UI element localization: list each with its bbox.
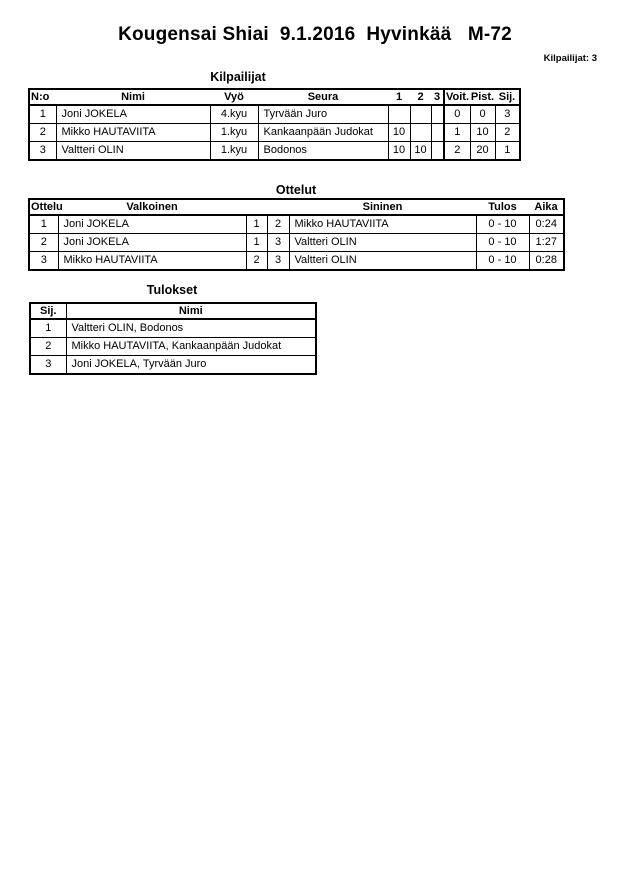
col-header-name: Nimi bbox=[66, 303, 316, 319]
participants-count-label: Kilpailijat: 3 bbox=[543, 53, 597, 64]
points-cell: 0 bbox=[470, 105, 495, 124]
table-row bbox=[30, 319, 316, 338]
results-table bbox=[29, 302, 317, 375]
competitor-belt-cell: 4.kyu bbox=[210, 105, 258, 124]
blue-player-no-cell: 3 bbox=[267, 234, 289, 252]
place-cell: 2 bbox=[495, 124, 520, 142]
result-cell: 0 - 10 bbox=[476, 234, 529, 252]
place-cell: 1 bbox=[495, 142, 520, 161]
final-name-cell: Mikko HAUTAVIITA, Kankaanpään Judokat bbox=[66, 338, 316, 356]
place-cell: 3 bbox=[495, 105, 520, 124]
col-header-place: Sij. bbox=[495, 89, 520, 105]
time-cell: 0:28 bbox=[529, 252, 564, 271]
competitor-no-cell: 2 bbox=[29, 124, 56, 142]
col-header-no: N:o bbox=[29, 89, 56, 105]
col-header-blue-no bbox=[267, 199, 289, 215]
results-section-heading: Tulokset bbox=[146, 283, 198, 297]
round2-score-cell bbox=[410, 124, 431, 142]
table-row bbox=[29, 105, 520, 124]
match-no-cell: 3 bbox=[29, 252, 58, 271]
final-name-cell: Valtteri OLIN, Bodonos bbox=[66, 319, 316, 338]
competitor-no-cell: 1 bbox=[29, 105, 56, 124]
round3-score-cell bbox=[431, 105, 444, 124]
white-player-cell: Joni JOKELA bbox=[58, 234, 246, 252]
col-header-belt: Vyö bbox=[210, 89, 258, 105]
blue-player-no-cell: 2 bbox=[267, 215, 289, 234]
blue-player-cell: Valtteri OLIN bbox=[289, 252, 476, 271]
col-header-round2: 2 bbox=[410, 89, 431, 105]
col-header-club: Seura bbox=[258, 89, 388, 105]
white-player-no-cell: 2 bbox=[246, 252, 267, 271]
competitors-table bbox=[28, 88, 521, 161]
col-header-place: Sij. bbox=[30, 303, 66, 319]
round1-score-cell: 10 bbox=[388, 142, 410, 161]
table-row bbox=[29, 234, 564, 252]
col-header-round3: 3 bbox=[431, 89, 444, 105]
table-row bbox=[30, 356, 316, 375]
competitor-belt-cell: 1.kyu bbox=[210, 124, 258, 142]
white-player-cell: Mikko HAUTAVIITA bbox=[58, 252, 246, 271]
white-player-cell: Joni JOKELA bbox=[58, 215, 246, 234]
table-header-row bbox=[29, 89, 520, 105]
col-header-blue: Sininen bbox=[289, 199, 476, 215]
round1-score-cell bbox=[388, 105, 410, 124]
table-row bbox=[29, 124, 520, 142]
white-player-no-cell: 1 bbox=[246, 215, 267, 234]
wins-cell: 0 bbox=[444, 105, 470, 124]
col-header-name: Nimi bbox=[56, 89, 210, 105]
col-header-time: Aika bbox=[529, 199, 564, 215]
result-cell: 0 - 10 bbox=[476, 252, 529, 271]
competitor-name-cell: Joni JOKELA bbox=[56, 105, 210, 124]
blue-player-cell: Mikko HAUTAVIITA bbox=[289, 215, 476, 234]
col-header-points: Pist. bbox=[470, 89, 495, 105]
match-no-cell: 2 bbox=[29, 234, 58, 252]
round2-score-cell: 10 bbox=[410, 142, 431, 161]
col-header-round1: 1 bbox=[388, 89, 410, 105]
col-header-result: Tulos bbox=[476, 199, 529, 215]
table-row bbox=[29, 142, 520, 161]
time-cell: 0:24 bbox=[529, 215, 564, 234]
competitor-belt-cell: 1.kyu bbox=[210, 142, 258, 161]
competitors-section-heading: Kilpailijat bbox=[210, 70, 266, 84]
round3-score-cell bbox=[431, 142, 444, 161]
wins-cell: 1 bbox=[444, 124, 470, 142]
matches-section-heading: Ottelut bbox=[275, 183, 317, 197]
final-name-cell: Joni JOKELA, Tyrvään Juro bbox=[66, 356, 316, 375]
blue-player-no-cell: 3 bbox=[267, 252, 289, 271]
competitor-club-cell: Tyrvään Juro bbox=[258, 105, 388, 124]
competitor-name-cell: Mikko HAUTAVIITA bbox=[56, 124, 210, 142]
final-place-cell: 2 bbox=[30, 338, 66, 356]
result-cell: 0 - 10 bbox=[476, 215, 529, 234]
match-no-cell: 1 bbox=[29, 215, 58, 234]
table-row bbox=[30, 338, 316, 356]
time-cell: 1:27 bbox=[529, 234, 564, 252]
wins-cell: 2 bbox=[444, 142, 470, 161]
competitor-no-cell: 3 bbox=[29, 142, 56, 161]
competitor-club-cell: Bodonos bbox=[258, 142, 388, 161]
table-row bbox=[29, 252, 564, 271]
col-header-wins: Voit. bbox=[444, 89, 470, 105]
matches-table bbox=[28, 198, 565, 271]
round3-score-cell bbox=[431, 124, 444, 142]
round2-score-cell bbox=[410, 105, 431, 124]
white-player-no-cell: 1 bbox=[246, 234, 267, 252]
round1-score-cell: 10 bbox=[388, 124, 410, 142]
col-header-white-no bbox=[246, 199, 267, 215]
competitor-name-cell: Valtteri OLIN bbox=[56, 142, 210, 161]
page-title: Kougensai Shiai 9.1.2016 Hyvinkää M-72 bbox=[118, 24, 512, 45]
points-cell: 20 bbox=[470, 142, 495, 161]
final-place-cell: 3 bbox=[30, 356, 66, 375]
table-row bbox=[29, 215, 564, 234]
blue-player-cell: Valtteri OLIN bbox=[289, 234, 476, 252]
col-header-white: Valkoinen bbox=[58, 199, 246, 215]
points-cell: 10 bbox=[470, 124, 495, 142]
final-place-cell: 1 bbox=[30, 319, 66, 338]
col-header-match-no: Ottelu bbox=[29, 199, 58, 215]
table-header-row bbox=[30, 303, 316, 319]
table-header-row bbox=[29, 199, 564, 215]
competitor-club-cell: Kankaanpään Judokat bbox=[258, 124, 388, 142]
